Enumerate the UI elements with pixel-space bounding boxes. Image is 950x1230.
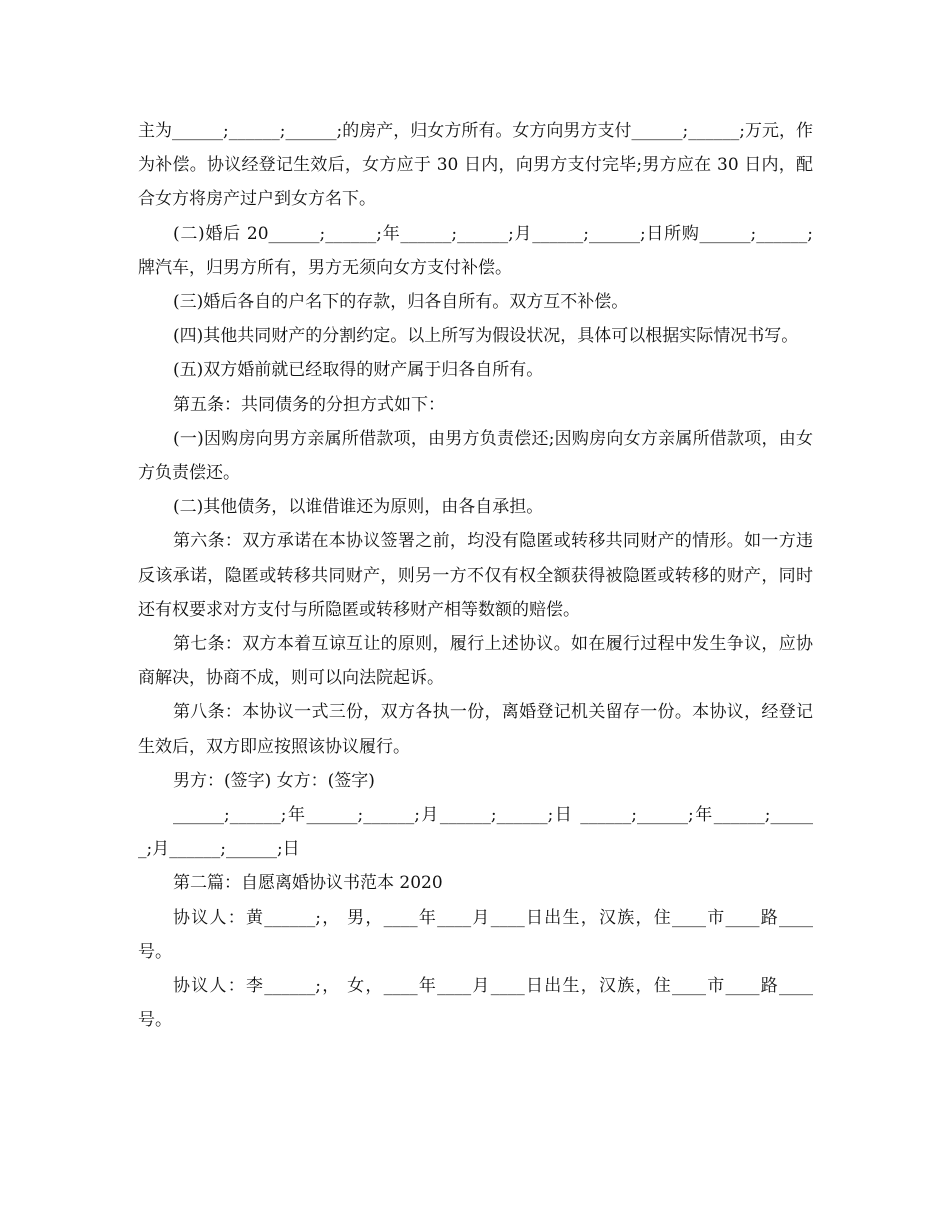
signature-date-line: ______;______;年______;______;月______;______;日 ______;______;年______;______;月______;______;日 bbox=[138, 805, 813, 860]
paragraph-item-5-premarital: (五)双方婚前就已经取得的财产属于归各自所有。 bbox=[173, 360, 544, 381]
party-li: 协议人：李______;， 女，____年____月____日出生，汉族，住____市____路____号。 bbox=[138, 976, 813, 1031]
paragraph-debt-item-1: (一)因购房向男方亲属所借款项，由男方负责偿还;因购房向女方亲属所借款项，由女方负责偿还。 bbox=[138, 428, 813, 484]
paragraph-property-house: 主为______;______;______;的房产，归女方所有。女方向男方支付______;______;万元，作为补偿。协议经登记生效后，女方应于 30 日内，向男方支付完毕;男方应在 30 日内，配合女方将房产过户到女方名下。 bbox=[138, 121, 813, 210]
paragraph-item-3-deposits: (三)婚后各自的户名下的存款，归各自所有。双方互不补偿。 bbox=[173, 292, 629, 313]
paragraph-article-5-heading: 第五条：共同债务的分担方式如下： bbox=[173, 394, 445, 415]
paragraph-item-4-other-property: (四)其他共同财产的分割约定。以上所写为假设状况，具体可以根据实际情况书写。 bbox=[173, 326, 799, 347]
paragraph-article-8: 第八条：本协议一式三份，双方各执一份，离婚登记机关留存一份。本协议，经登记生效后，双方即应按照该协议履行。 bbox=[138, 702, 813, 757]
paragraph-article-6: 第六条：双方承诺在本协议签署之前，均没有隐匿或转移共同财产的情形。如一方违反该承诺，隐匿或转移共同财产，则另一方不仅有权全额获得被隐匿或转移的财产，同时还有权要求对方支付与所隐匿或转移财产相等数额的赔偿。 bbox=[138, 531, 813, 620]
document-body bbox=[138, 114, 813, 1037]
paragraph-article-7: 第七条：双方本着互谅互让的原则，履行上述协议。如在履行过程中发生争议，应协商解决，协商不成，则可以向法院起诉。 bbox=[138, 634, 813, 689]
paragraph-item-2-car: (二)婚后 20______;______;年______;______;月______;______;日所购______;______;牌汽车，归男方所有，男方无须向女方支付补偿。 bbox=[138, 223, 813, 278]
signature-line: 男方：(签字) 女方：(签字) bbox=[173, 770, 375, 791]
paragraph-debt-item-2: (二)其他债务，以谁借谁还为原则，由各自承担。 bbox=[173, 497, 544, 518]
section-title-part-2: 第二篇：自愿离婚协议书范本 2020 bbox=[173, 873, 443, 894]
party-huang: 协议人：黄______;， 男，____年____月____日出生，汉族，住____市____路____号。 bbox=[138, 907, 813, 962]
